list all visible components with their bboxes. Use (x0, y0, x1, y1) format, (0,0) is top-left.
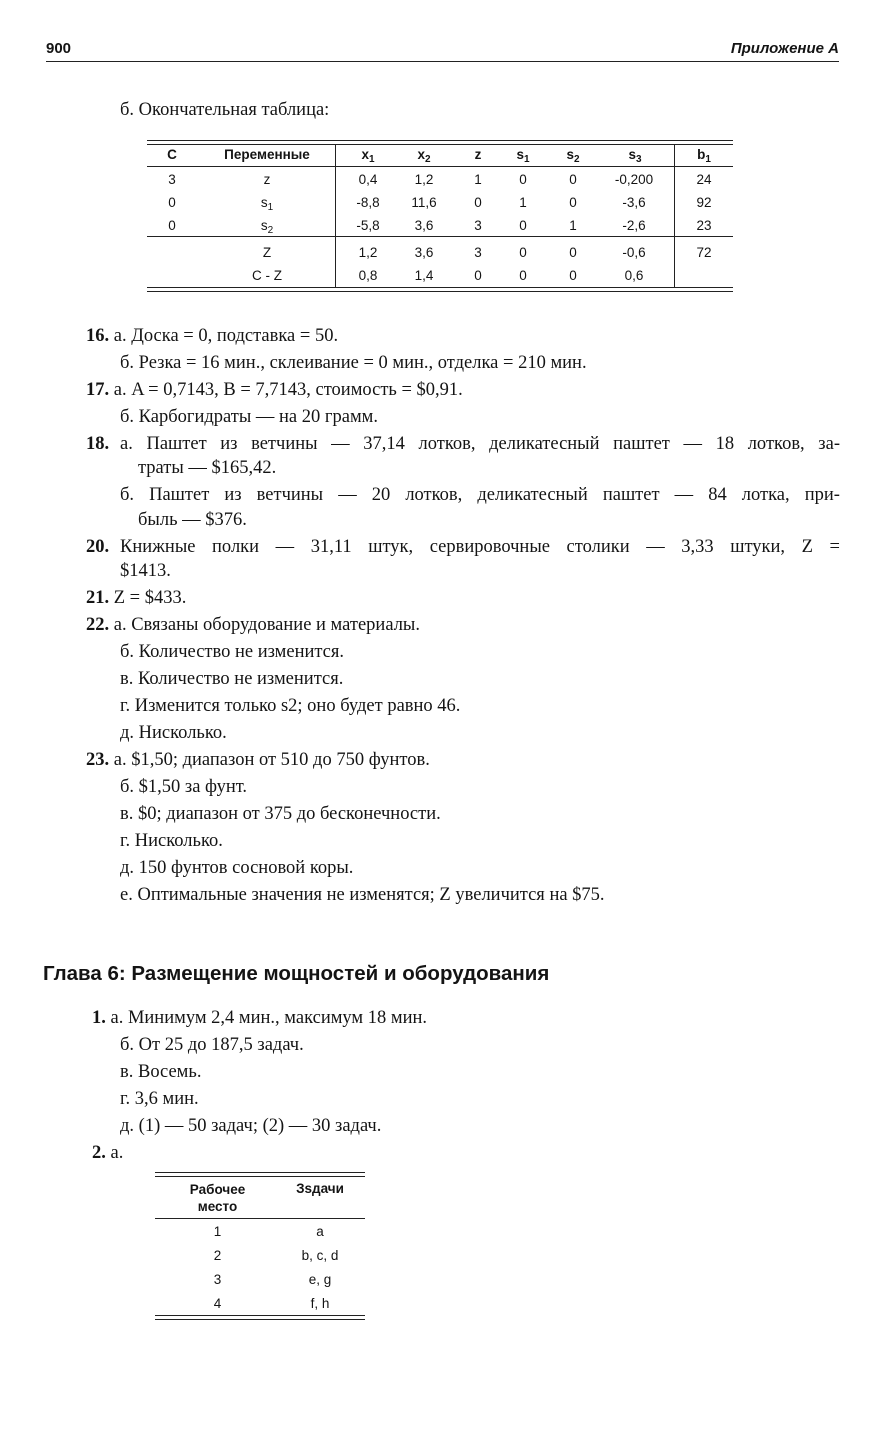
item-number: 20. (86, 537, 110, 557)
answer-22-c: в. Количество не изменится. (120, 669, 344, 689)
cell-s2: 0 (569, 268, 577, 283)
col-header-station (165, 1181, 270, 1215)
cell-c: 3 (168, 172, 176, 187)
word: 84 (708, 485, 727, 505)
col-header-tasks: Зsдачи (296, 1181, 344, 1196)
cell-s3: 0,6 (624, 268, 644, 283)
cell-c: 0 (168, 195, 176, 210)
item-number: 21. (86, 588, 110, 608)
word: 31,11 (310, 537, 352, 557)
answer-23-f: е. Оптимальные значения не изменятся; Z увеличится на $75. (120, 885, 605, 905)
cell-x1: -5,8 (356, 218, 380, 233)
answer-21 (86, 588, 186, 609)
answer-text: а. $1,50; диапазон от 510 до 750 фунтов. (113, 750, 430, 770)
item-number: 16. (86, 326, 110, 346)
item-number: 2. (92, 1143, 106, 1163)
cell-z: 3 (474, 218, 482, 233)
final-simplex-table (147, 140, 733, 292)
cell-z: 3 (474, 245, 482, 260)
col-header-b1: $b_1$ (697, 147, 711, 165)
cell-s3: -2,6 (622, 218, 646, 233)
word: = (829, 537, 840, 557)
item-number: 1. (92, 1008, 106, 1028)
cell-c: 0 (168, 218, 176, 233)
cell-x2: 1,4 (414, 268, 434, 283)
header-line: Рабочее (189, 1182, 246, 1197)
word: при- (804, 485, 840, 505)
answer-18-b-line2: быль — $376. (138, 510, 247, 530)
answer-20-number (86, 537, 109, 558)
header-rule (147, 166, 733, 167)
cell-x1: 0,8 (358, 268, 378, 283)
answer-18-a-line1 (120, 434, 840, 455)
workstation-table (155, 1172, 365, 1320)
word: 18 (715, 434, 735, 454)
answer-22-e: д. Нисколько. (120, 723, 227, 743)
col-header-variables: Переменные (224, 147, 310, 162)
cell-variable: $s_1$ (260, 195, 274, 213)
word: за- (818, 434, 840, 454)
answer-1 (92, 1008, 427, 1029)
cell-s1: 1 (519, 195, 527, 210)
cell-b1: 92 (696, 195, 712, 210)
word: лотков, (418, 434, 476, 454)
item-number: 22. (86, 615, 110, 635)
answer-22 (86, 615, 420, 636)
answer-22-b: б. Количество не изменится. (120, 642, 345, 662)
answer-18-a-line2: траты — $165,42. (138, 458, 277, 478)
answer-20-line1 (120, 537, 840, 558)
cell-x1: -8,8 (356, 195, 380, 210)
left-sum-rule (147, 236, 335, 237)
word: Книжные (120, 537, 196, 557)
cell-x2: 1,2 (414, 172, 434, 187)
answer-text: а. Минимум 2,4 мин., максимум 18 мин. (110, 1008, 428, 1028)
answer-1-c: в. Восемь. (120, 1062, 202, 1082)
cell-b1: 24 (696, 172, 712, 187)
word: Паштет (149, 485, 210, 505)
word: ветчины (251, 434, 318, 454)
col-header-c: C (167, 147, 177, 162)
word: — (331, 434, 350, 454)
col-header-x2: $x_2$ (417, 147, 431, 165)
item-number: 23. (86, 750, 110, 770)
cell-s1: 0 (519, 172, 527, 187)
answer-23-d: г. Нисколько. (120, 831, 223, 851)
cell-s2: 0 (569, 172, 577, 187)
cell-s3: -0,200 (614, 172, 654, 187)
cell-b1: 23 (696, 218, 712, 233)
cell-station: 4 (213, 1296, 222, 1311)
cell-s3: -3,6 (622, 195, 646, 210)
answer-18-number (86, 434, 109, 455)
cell-z: 0 (474, 268, 482, 283)
cell-variable: Z (262, 245, 272, 260)
cell-s2: 1 (569, 218, 577, 233)
cell-x2: 3,6 (414, 218, 434, 233)
answer-22-d: г. Изменится только s2; оно будет равно 46. (120, 696, 461, 716)
answer-2 (92, 1143, 123, 1164)
cell-variable: z (263, 172, 271, 187)
cell-b1: 72 (696, 245, 712, 260)
running-title: Приложение А (730, 40, 839, 57)
word: из (224, 485, 242, 505)
answer-1-d: г. 3,6 мин. (120, 1089, 199, 1109)
word: — (338, 485, 357, 505)
cell-variable: $s_2$ (260, 218, 274, 236)
answer-text: Z = $433. (113, 588, 187, 608)
word: лотков, (747, 434, 805, 454)
answer-20-line2: $1413. (120, 561, 171, 581)
word: а. (120, 434, 133, 454)
table-caption: б. Окончательная таблица: (120, 100, 330, 120)
answer-16-b: б. Резка = 16 мин., склеивание = 0 мин., отделка = 210 мин. (120, 353, 587, 373)
word: Z (801, 537, 813, 557)
cell-x1: 0,4 (358, 172, 378, 187)
answer-18-b-line1 (120, 485, 840, 506)
word: столики (566, 537, 630, 557)
cell-z: 1 (474, 172, 482, 187)
col-header-s2: $s_2$ (566, 147, 580, 165)
word: — (683, 434, 702, 454)
table-bottom-rule (147, 287, 733, 292)
cell-tasks: f, h (310, 1296, 330, 1311)
answer-text: а. A = 0,7143, B = 7,7143, стоимость = $0,91. (113, 380, 463, 400)
answer-17-b: б. Карбогидраты — на 20 грамм. (120, 407, 378, 427)
answer-text: а. Связаны оборудование и материалы. (113, 615, 420, 635)
cell-station: 2 (213, 1248, 222, 1263)
word: — (275, 537, 295, 557)
cell-tasks: a (316, 1224, 324, 1239)
col-header-x1: $x_1$ (361, 147, 375, 165)
header-line: место (197, 1199, 238, 1214)
word: 3,33 (681, 537, 714, 557)
word: паштет (602, 485, 660, 505)
cell-station: 1 (213, 1224, 222, 1239)
word: б. (120, 485, 135, 505)
header-rule (46, 61, 839, 62)
header-rule (155, 1218, 365, 1219)
cell-z: 0 (474, 195, 482, 210)
chapter-heading: Глава 6: Размещение мощностей и оборудования (43, 962, 550, 985)
cell-s1: 0 (519, 245, 527, 260)
word: лотков, (405, 485, 463, 505)
table-top-rule (155, 1172, 365, 1177)
word: штуки, (730, 537, 786, 557)
cell-s2: 0 (569, 195, 577, 210)
word: — (674, 485, 694, 505)
answer-23-b: б. $1,50 за фунт. (120, 777, 248, 797)
cell-s1: 0 (519, 268, 527, 283)
word: Паштет (146, 434, 207, 454)
col-header-z: z (474, 147, 482, 162)
word: сервировочные (429, 537, 550, 557)
cell-x2: 3,6 (414, 245, 434, 260)
cell-tasks: e, g (308, 1272, 332, 1287)
cell-x1: 1,2 (358, 245, 378, 260)
answer-1-e: д. (1) — 50 задач; (2) — 30 задач. (120, 1116, 382, 1136)
answer-16 (86, 326, 338, 347)
answer-1-b: б. От 25 до 187,5 задач. (120, 1035, 304, 1055)
answer-text: а. (110, 1143, 124, 1163)
table-top-rule (147, 140, 733, 145)
table-bottom-rule (155, 1315, 365, 1320)
word: штук, (368, 537, 414, 557)
item-number: 17. (86, 380, 110, 400)
word: ветчины (256, 485, 324, 505)
cell-variable: C - Z (252, 268, 282, 283)
rhs-divider (674, 144, 675, 288)
col-header-s1: $s_1$ (516, 147, 530, 165)
cell-station: 3 (213, 1272, 222, 1287)
answer-23-e: д. 150 фунтов сосновой коры. (120, 858, 354, 878)
cell-x2: 11,6 (411, 195, 437, 210)
page-number: 900 (46, 40, 72, 57)
cell-s3: -0,6 (622, 245, 646, 260)
word: деликатесный (489, 434, 600, 454)
answer-text: а. Доска = 0, подставка = 50. (113, 326, 339, 346)
answer-23 (86, 750, 430, 771)
word: 37,14 (363, 434, 405, 454)
word: 20 (371, 485, 391, 505)
answer-17 (86, 380, 463, 401)
word: деликатесный (477, 485, 588, 505)
running-header (46, 40, 839, 64)
word: — (646, 537, 665, 557)
word: из (220, 434, 238, 454)
word: лотка, (741, 485, 790, 505)
word: паштет (613, 434, 670, 454)
item-number: 18. (86, 434, 110, 454)
cell-tasks: b, c, d (301, 1248, 339, 1263)
variables-divider (335, 144, 336, 288)
cell-s1: 0 (519, 218, 527, 233)
word: полки (212, 537, 260, 557)
cell-s2: 0 (569, 245, 577, 260)
answer-23-c: в. $0; диапазон от 375 до бесконечности. (120, 804, 441, 824)
col-header-s3: $s_3$ (628, 147, 642, 165)
